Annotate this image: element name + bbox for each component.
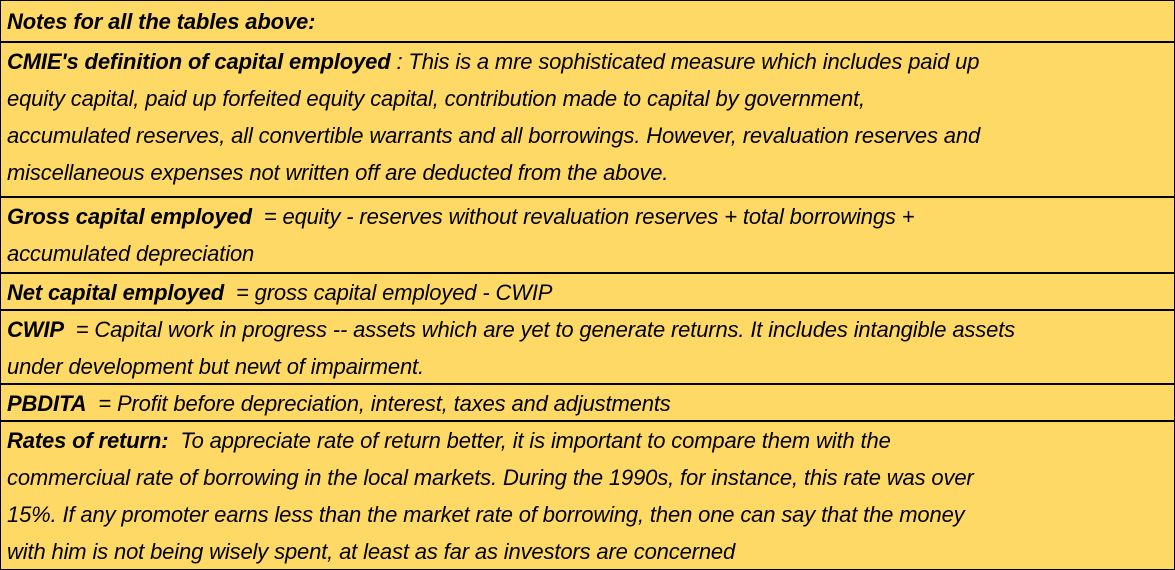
- note-line: [7, 198, 1168, 235]
- note-row-rates-of-return: [1, 420, 1174, 569]
- note-line: under development but newt of impairment.: [7, 354, 424, 379]
- note-text: : This is a mre sophisticated measure which includes paid up: [390, 49, 980, 74]
- note-line: equity capital, paid up forfeited equity capital, contribution made to capital by government,: [7, 86, 866, 111]
- note-text: = Profit before depreciation, interest, taxes and adjustments: [86, 391, 671, 416]
- note-row-cmie-capital-employed: [1, 41, 1174, 192]
- note-line: commerciual rate of borrowing in the local markets. During the 1990s, for instance, this rate was over: [7, 465, 974, 490]
- note-line: [7, 422, 1168, 459]
- note-line: [7, 274, 1168, 309]
- note-text: = equity - reserves without revaluation reserves + total borrowings +: [251, 204, 915, 229]
- note-line: [7, 43, 1168, 80]
- note-term: CMIE's definition of capital employed: [7, 49, 391, 74]
- note-line: accumulated reserves, all convertible warrants and all borrowings. However, revaluation reserves and: [7, 123, 981, 148]
- note-row-pbdita: [1, 383, 1174, 420]
- note-text: = gross capital employed - CWIP: [224, 280, 553, 305]
- note-term: Gross capital employed: [7, 204, 252, 229]
- note-line: miscellaneous expenses not written off are deducted from the above.: [7, 160, 669, 185]
- note-term: Net capital employed: [7, 280, 225, 305]
- note-row-net-capital-employed: [1, 272, 1174, 309]
- note-term: Rates of return:: [7, 428, 169, 453]
- note-text: = Capital work in progress -- assets which are yet to generate returns. It includes intangible assets: [63, 317, 1016, 342]
- note-row-gross-capital-employed: [1, 196, 1174, 270]
- note-line: 15%. If any promoter earns less than the market rate of borrowing, then one can say that the money: [7, 502, 965, 527]
- note-line: accumulated depreciation: [7, 241, 255, 266]
- note-line: [7, 385, 1168, 420]
- note-row-cwip: [1, 309, 1174, 383]
- note-term: CWIP: [7, 317, 64, 342]
- note-term: PBDITA: [7, 391, 87, 416]
- notes-header-text: Notes for all the tables above:: [7, 9, 316, 34]
- note-line: [7, 311, 1168, 348]
- note-line: with him is not being wisely spent, at least as far as investors are concerned: [7, 539, 736, 564]
- notes-header: [1, 1, 1174, 40]
- note-text: To appreciate rate of return better, it is important to compare them with the: [168, 428, 891, 453]
